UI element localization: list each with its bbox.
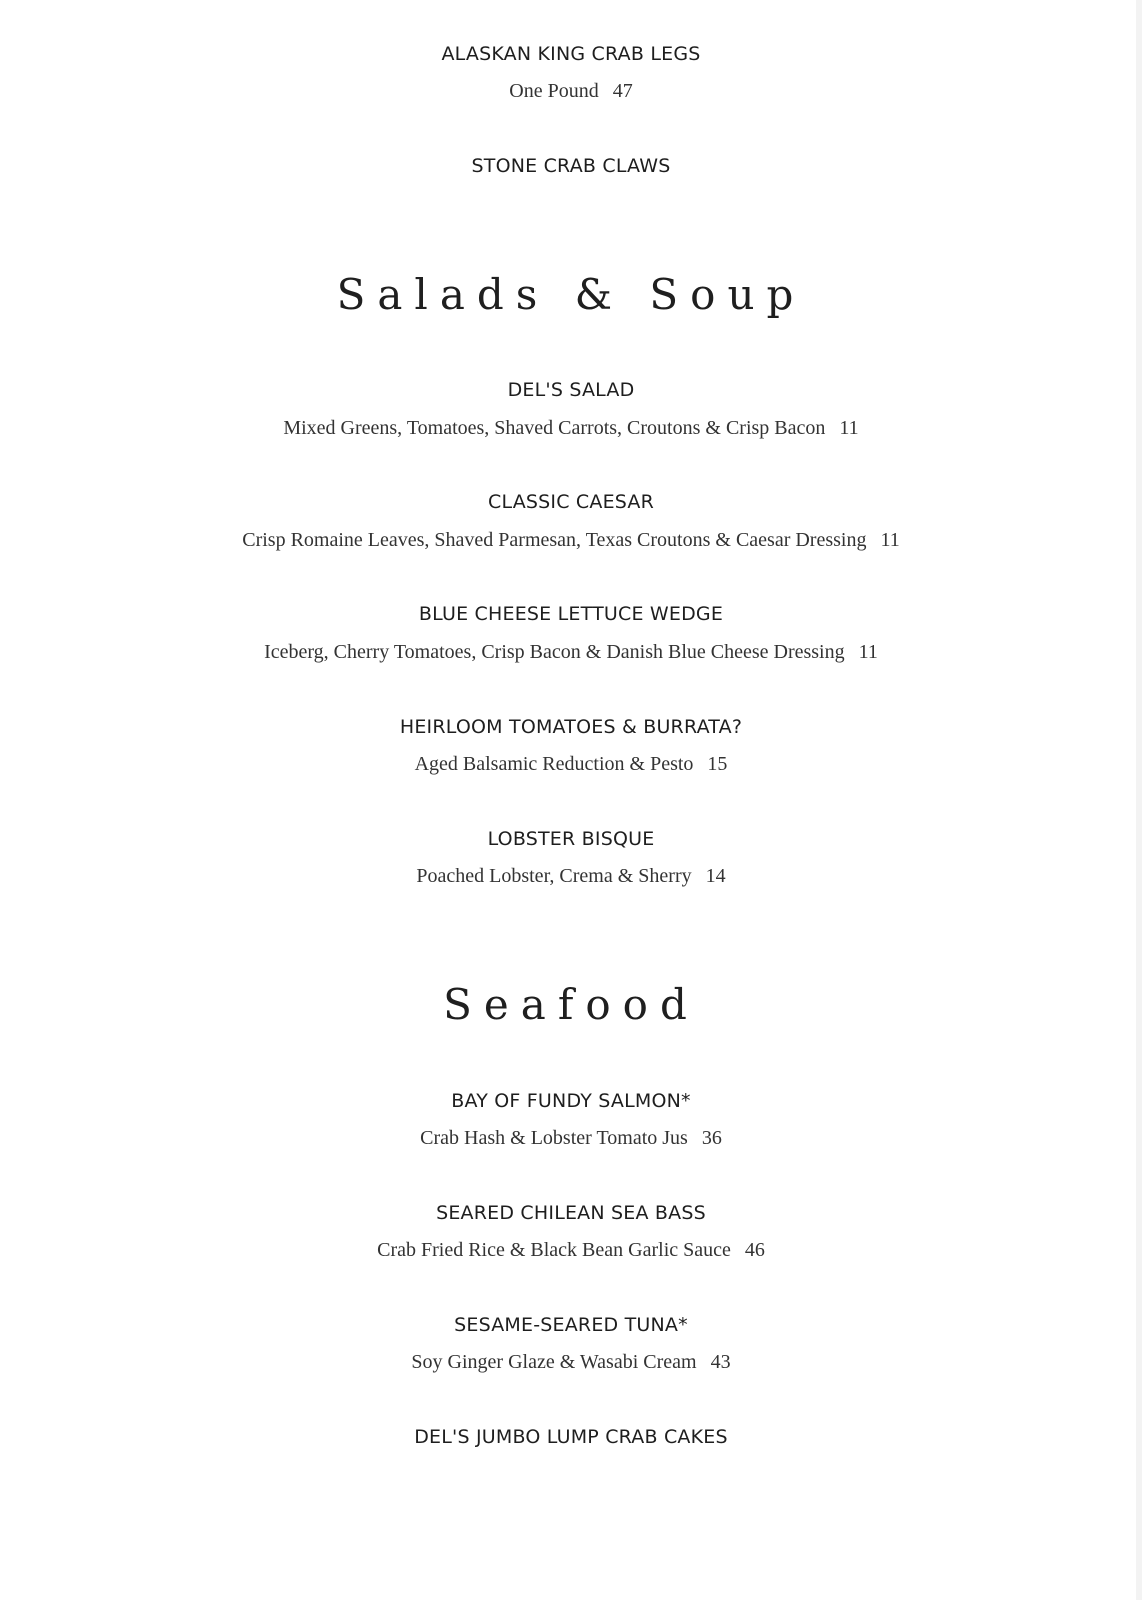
menu-item-description: [0, 1238, 1142, 1262]
menu-item-name: HEIRLOOM TOMATOES & BURRATA?: [399, 716, 743, 738]
menu-item-description-text: Mixed Greens, Tomatoes, Shaved Carrots, Croutons & Crisp Bacon: [283, 417, 826, 439]
menu-item-name: LOBSTER BISQUE: [487, 828, 655, 850]
menu-item-description-text: Iceberg, Cherry Tomatoes, Crisp Bacon & Danish Blue Cheese Dressing: [264, 641, 845, 663]
menu-item-description: [0, 1350, 1142, 1374]
menu-item-price: 15: [707, 753, 728, 775]
menu-item-description-text: Aged Balsamic Reduction & Pesto: [414, 753, 694, 775]
menu-item-name: SESAME-SEARED TUNA*: [454, 1314, 688, 1336]
menu-item-price: 11: [880, 529, 900, 551]
menu-item-description: [0, 1126, 1142, 1150]
menu-item-description: [0, 640, 1142, 664]
menu-item-price: 43: [710, 1351, 731, 1373]
page-edge-shadow: [1136, 0, 1142, 1600]
menu-item-description: [0, 416, 1142, 440]
menu-item-name: CLASSIC CAESAR: [488, 491, 654, 513]
menu-item-price: 36: [701, 1127, 722, 1149]
menu-item-name: DEL'S JUMBO LUMP CRAB CAKES: [414, 1426, 728, 1448]
menu-item-price: 47: [612, 80, 633, 102]
menu-item-price: 14: [705, 865, 726, 887]
menu-item-name: DEL'S SALAD: [507, 379, 635, 401]
menu-item-description: [0, 864, 1142, 888]
section-title: Salads & Soup: [336, 270, 806, 319]
menu-item-price: 11: [858, 641, 878, 663]
menu-item-description-text: Crab Fried Rice & Black Bean Garlic Sauce: [377, 1239, 731, 1261]
menu-item-description-text: Crab Hash & Lobster Tomato Jus: [420, 1127, 688, 1149]
menu-item-name: ALASKAN KING CRAB LEGS: [441, 43, 701, 65]
menu-item-name: STONE CRAB CLAWS: [471, 155, 671, 177]
menu-item-description-text: Soy Ginger Glaze & Wasabi Cream: [411, 1351, 697, 1373]
menu-item-description-text: One Pound: [509, 80, 599, 102]
menu-item-description: [0, 528, 1142, 552]
menu-item-price: 46: [744, 1239, 765, 1261]
menu-item-description-text: Poached Lobster, Crema & Sherry: [416, 865, 692, 887]
menu-item-name: BAY OF FUNDY SALMON*: [451, 1090, 691, 1112]
menu-item-price: 11: [839, 417, 859, 439]
menu-item-description: [0, 752, 1142, 776]
menu-item-name: SEARED CHILEAN SEA BASS: [436, 1202, 706, 1224]
section-title: Seafood: [443, 980, 699, 1029]
menu-item-description: [0, 79, 1142, 103]
menu-item-description-text: Crisp Romaine Leaves, Shaved Parmesan, Texas Croutons & Caesar Dressing: [242, 529, 867, 551]
menu-item-name: BLUE CHEESE LETTUCE WEDGE: [418, 603, 724, 625]
